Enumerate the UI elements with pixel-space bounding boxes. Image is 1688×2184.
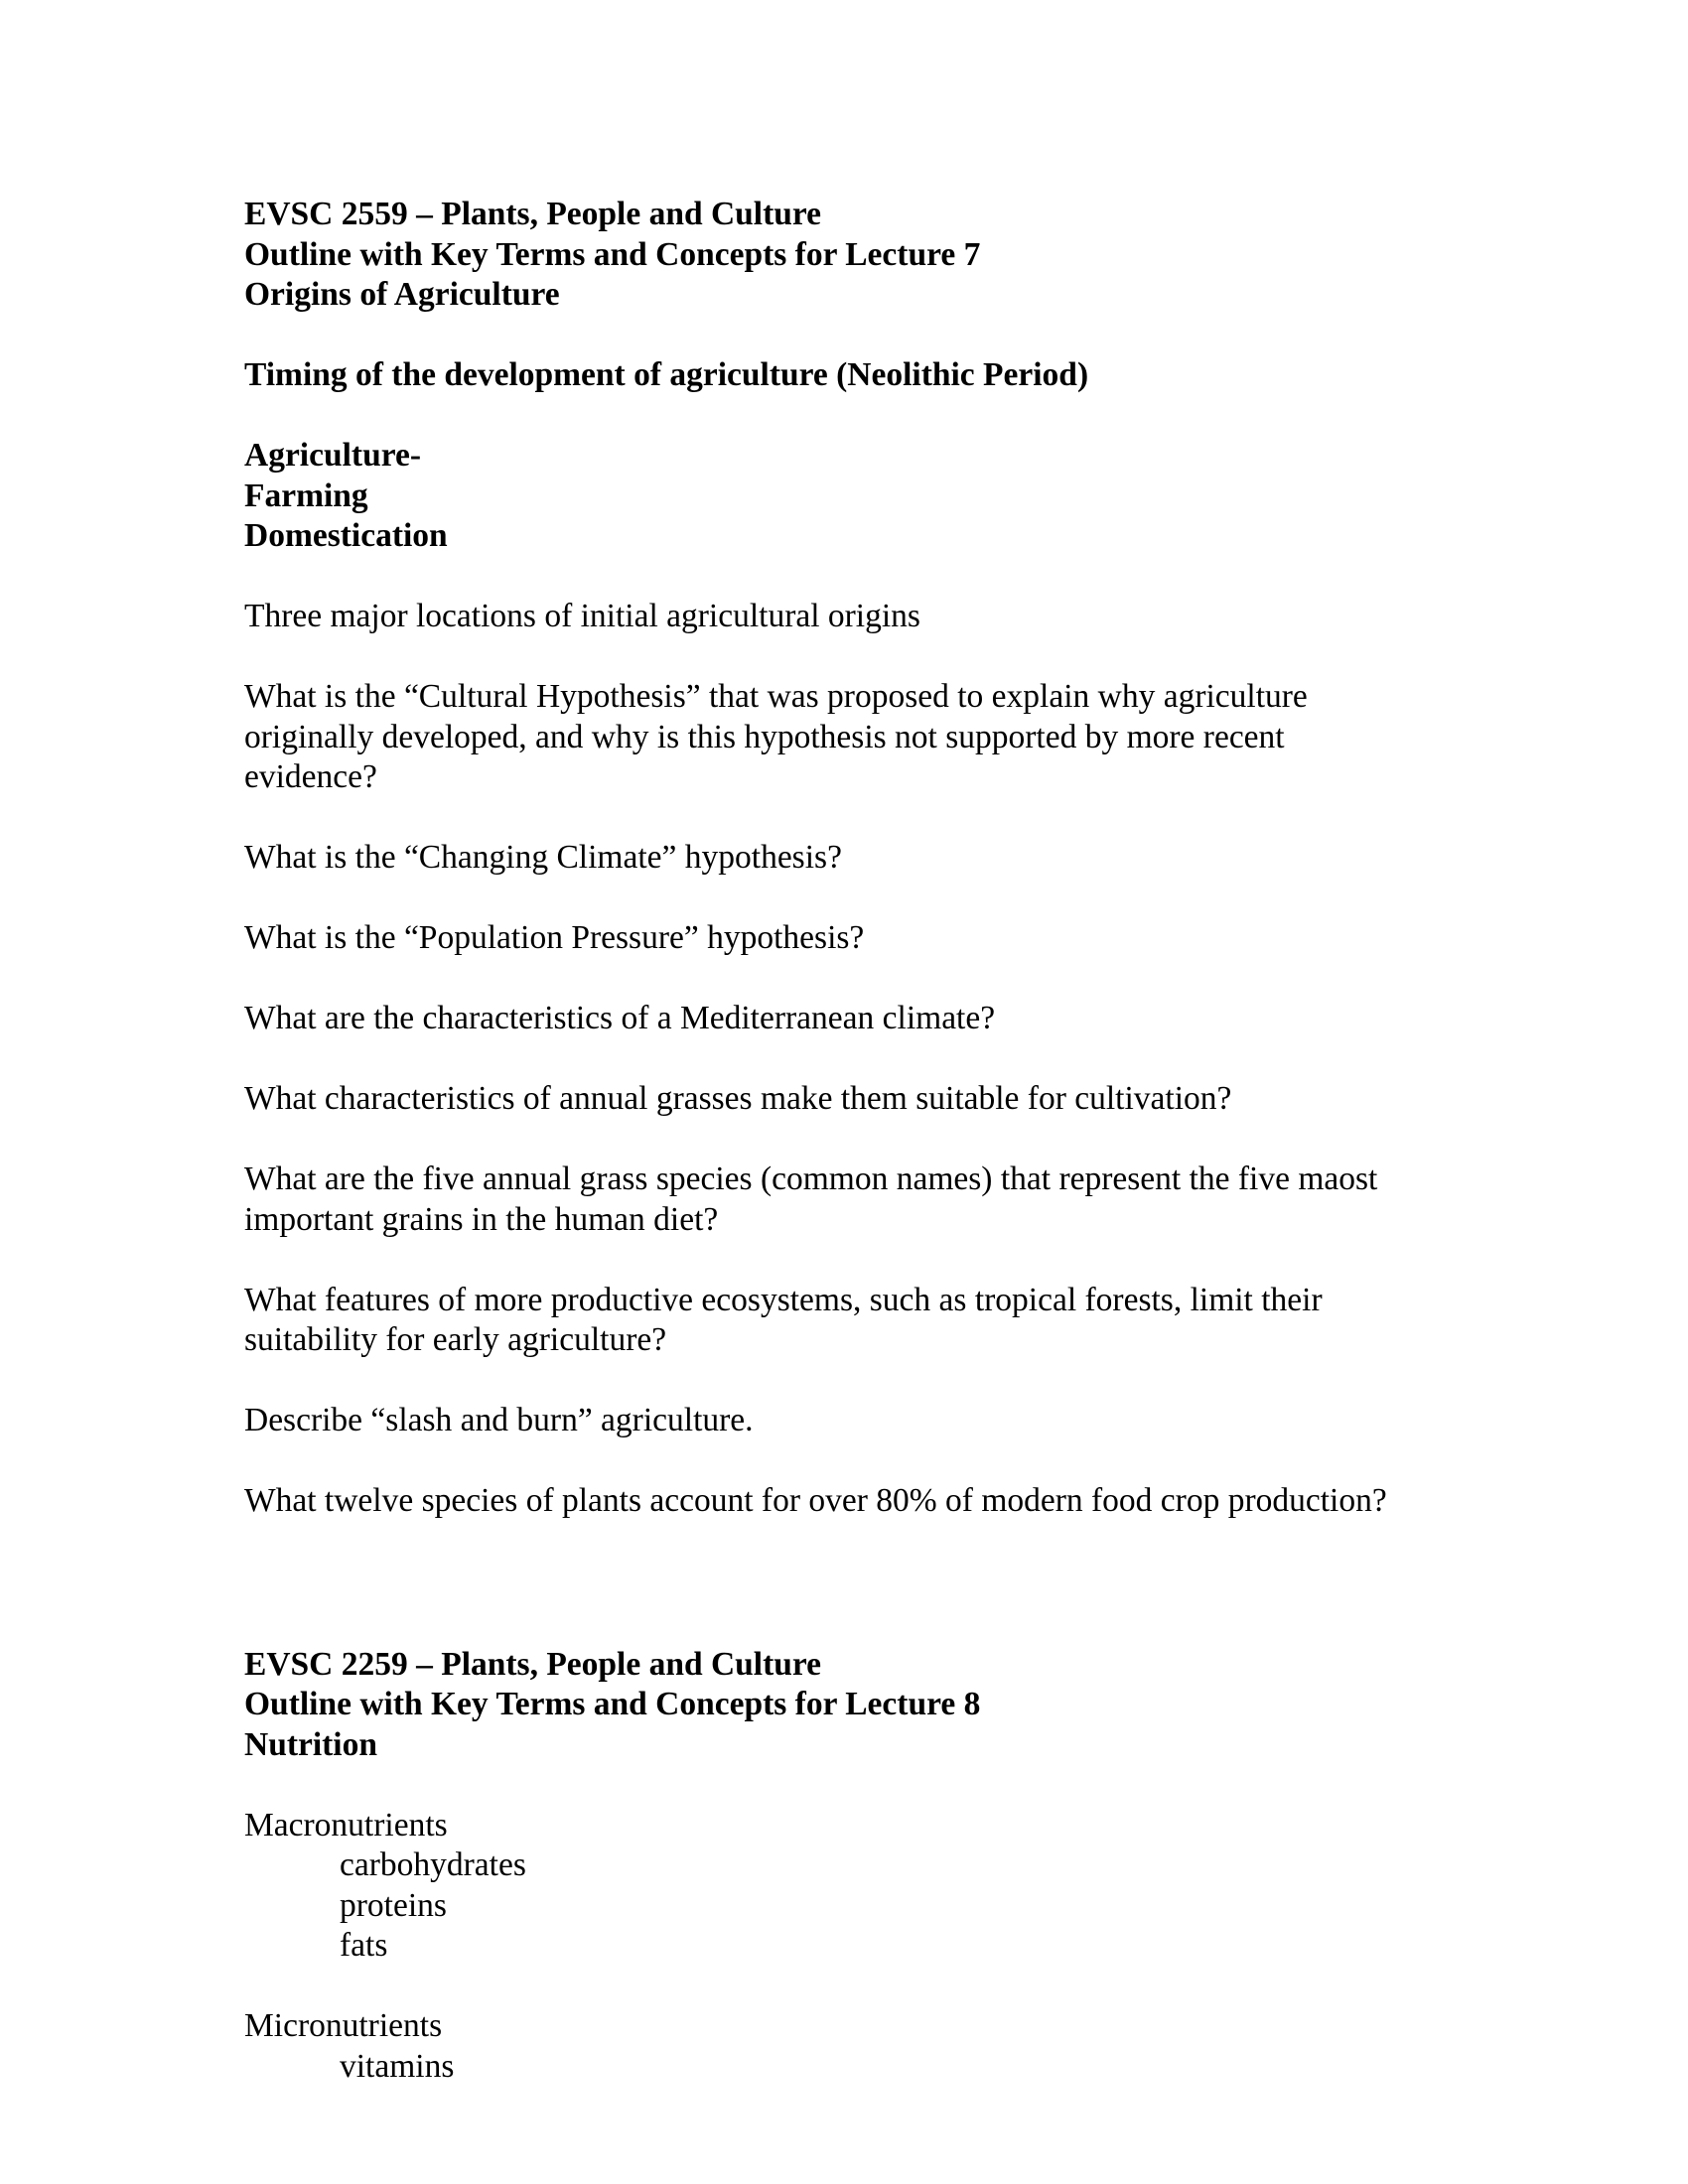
spacer	[244, 879, 1421, 919]
document-body	[244, 195, 1421, 2087]
spacer	[244, 1039, 1421, 1080]
question-twelve-species: What twelve species of plants account for over 80% of modern food crop production?	[244, 1482, 1387, 1519]
question-changing-climate: What is the “Changing Climate” hypothesis?	[244, 839, 842, 876]
key-term-domestication: Domestication	[244, 517, 448, 554]
macronutrients-label: Macronutrients	[244, 1806, 448, 1843]
spacer	[244, 1240, 1421, 1281]
lecture7-section-heading	[244, 355, 1421, 396]
question-productive-ecosystems: What features of more productive ecosystems, such as tropical forests, limit their suitability for early agriculture?	[244, 1281, 1323, 1358]
lecture7-course-title: EVSC 2559 – Plants, People and Culture	[244, 196, 822, 232]
spacer	[244, 1120, 1421, 1160]
macronutrient-fats: fats	[340, 1927, 388, 1964]
question-slash-and-burn: Describe “slash and burn” agriculture.	[244, 1402, 754, 1438]
spacer	[244, 1765, 1421, 1806]
spacer	[244, 1967, 1421, 2007]
lecture7-key-terms	[244, 436, 1421, 557]
micronutrients-label: Micronutrients	[244, 2007, 443, 2044]
section-gap	[244, 1522, 1421, 1645]
question-cultural-hypothesis: What is the “Cultural Hypothesis” that was proposed to explain why agriculture originally developed, and why is this hypothesis not supported by more recent evidence?	[244, 678, 1308, 795]
lecture8-course-title: EVSC 2259 – Plants, People and Culture	[244, 1645, 822, 1683]
key-term-agriculture: Agriculture-	[244, 437, 422, 474]
lecture8-outline-title: Outline with Key Terms and Concepts for Lecture 8	[244, 1686, 981, 1722]
lecture8-topic-title: Nutrition	[244, 1725, 377, 1763]
spacer	[244, 396, 1421, 437]
lecture7-heading	[244, 195, 1421, 316]
question-origins-locations: Three major locations of initial agricultural origins	[244, 598, 920, 634]
macronutrient-carbohydrates: carbohydrates	[340, 1846, 526, 1883]
spacer	[244, 316, 1421, 356]
timing-section-heading: Timing of the development of agriculture (Neolithic Period)	[244, 356, 1089, 393]
question-mediterranean-climate: What are the characteristics of a Mediterranean climate?	[244, 1000, 996, 1036]
spacer	[244, 798, 1421, 839]
question-annual-grasses: What characteristics of annual grasses make them suitable for cultivation?	[244, 1080, 1232, 1117]
spacer	[244, 557, 1421, 598]
key-term-farming: Farming	[244, 477, 368, 514]
spacer	[244, 1361, 1421, 1402]
lecture8-heading	[244, 1645, 1421, 1766]
lecture7-topic-title: Origins of Agriculture	[244, 276, 560, 313]
question-population-pressure: What is the “Population Pressure” hypothesis?	[244, 919, 865, 956]
spacer	[244, 1441, 1421, 1482]
macronutrient-proteins: proteins	[340, 1886, 447, 1924]
spacer	[244, 959, 1421, 1000]
micronutrient-vitamins: vitamins	[340, 2047, 455, 2085]
question-five-grass-species: What are the five annual grass species (common names) that represent the five maost important grains in the human diet?	[244, 1160, 1378, 1238]
spacer	[244, 637, 1421, 678]
lecture7-outline-title: Outline with Key Terms and Concepts for Lecture 7	[244, 235, 981, 273]
